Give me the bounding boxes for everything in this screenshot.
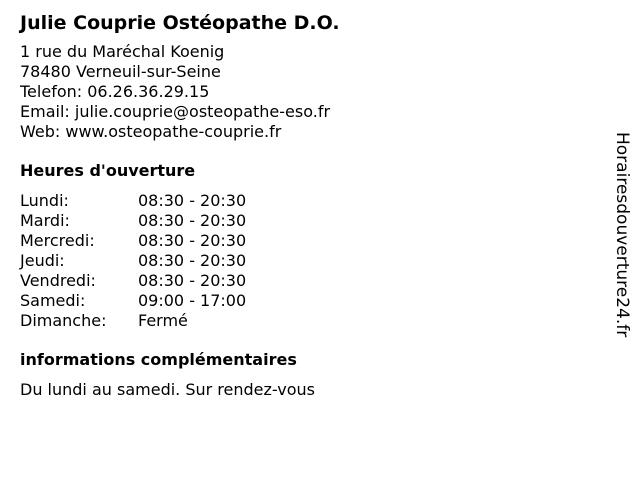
- time-value: 08:30 - 20:30: [138, 271, 247, 290]
- hours-row-vendredi: [20, 271, 246, 291]
- hours-row-lundi: [20, 191, 246, 211]
- opening-hours-heading: Heures d'ouverture: [20, 161, 196, 180]
- address-line-2: 78480 Verneuil-sur-Seine: [20, 62, 221, 81]
- day-label: Dimanche:: [20, 311, 107, 330]
- time-value: 08:30 - 20:30: [138, 231, 247, 250]
- day-label: Jeudi:: [20, 251, 65, 270]
- hours-row-mardi: [20, 211, 246, 231]
- time-value: Fermé: [138, 311, 188, 330]
- hours-row-dimanche: [20, 311, 246, 331]
- time-value: 09:00 - 17:00: [138, 291, 247, 310]
- email-line: Email: julie.couprie@osteopathe-eso.fr: [20, 102, 331, 121]
- website-line: Web: www.osteopathe-couprie.fr: [20, 122, 282, 141]
- site-watermark: Horairesdouverture24.fr: [612, 132, 632, 338]
- additional-info-heading: informations complémentaires: [20, 350, 297, 369]
- day-label: Lundi:: [20, 191, 69, 210]
- day-label: Mardi:: [20, 211, 70, 230]
- contact-block: [20, 42, 600, 142]
- day-label: Samedi:: [20, 291, 86, 310]
- address-line-1: 1 rue du Maréchal Koenig: [20, 42, 225, 61]
- hours-row-jeudi: [20, 251, 246, 271]
- time-value: 08:30 - 20:30: [138, 191, 247, 210]
- hours-row-mercredi: [20, 231, 246, 251]
- time-value: 08:30 - 20:30: [138, 211, 247, 230]
- business-card: [20, 10, 600, 400]
- additional-info-text: Du lundi au samedi. Sur rendez-vous: [20, 380, 315, 399]
- day-label: Vendredi:: [20, 271, 96, 290]
- business-name: Julie Couprie Ostéopathe D.O.: [20, 12, 340, 34]
- time-value: 08:30 - 20:30: [138, 251, 247, 270]
- opening-hours-table: [20, 191, 246, 331]
- hours-row-samedi: [20, 291, 246, 311]
- day-label: Mercredi:: [20, 231, 95, 250]
- phone-line: Telefon: 06.26.36.29.15: [20, 82, 210, 101]
